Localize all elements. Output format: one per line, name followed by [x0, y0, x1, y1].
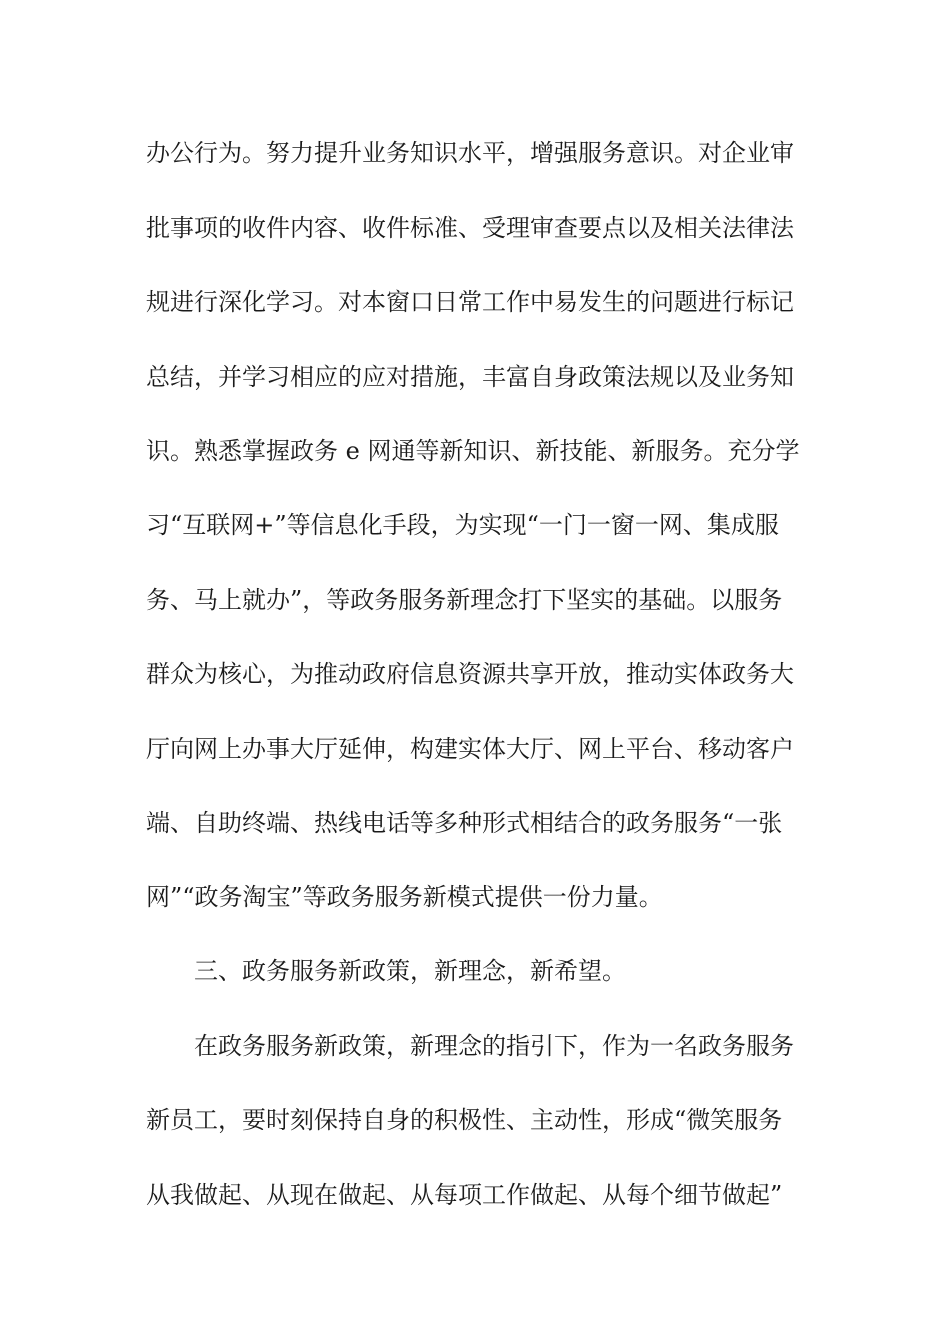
paragraph-line: 办公行为。努力提升业务知识水平，增强服务意识。对企业审 [146, 139, 794, 167]
paragraph-line: 批事项的收件内容、收件标准、受理审查要点以及相关法律法 [146, 214, 794, 242]
paragraph-line: 从我做起、从现在做起、从每项工作做起、从每个细节做起” [146, 1181, 783, 1209]
paragraph-line: 新员工，要时刻保持自身的积极性、主动性，形成“微笑服务 [146, 1106, 783, 1134]
section-heading: 三、政务服务新政策，新理念，新希望。 [194, 957, 626, 985]
paragraph-line: 规进行深化学习。对本窗口日常工作中易发生的问题进行标记 [146, 288, 794, 316]
paragraph-line: 务、马上就办”，等政务服务新理念打下坚实的基础。以服务 [146, 586, 783, 614]
paragraph-line: 网”“政务淘宝”等政务服务新模式提供一份力量。 [146, 883, 663, 911]
paragraph-line: 识。熟悉掌握政务 e 网通等新知识、新技能、新服务。充分学 [146, 437, 800, 465]
paragraph-line: 在政务服务新政策，新理念的指引下，作为一名政务服务 [194, 1032, 794, 1060]
paragraph-line: 群众为核心，为推动政府信息资源共享开放，推动实体政务大 [146, 660, 794, 688]
paragraph-line: 厅向网上办事大厅延伸，构建实体大厅、网上平台、移动客户 [146, 735, 794, 763]
paragraph-line: 端、自助终端、热线电话等多种形式相结合的政务服务“一张 [146, 809, 783, 837]
paragraph-line: 总结，并学习相应的应对措施，丰富自身政策法规以及业务知 [146, 363, 794, 391]
paragraph-line: 习“互联网+”等信息化手段，为实现“一门一窗一网、集成服 [146, 511, 779, 539]
